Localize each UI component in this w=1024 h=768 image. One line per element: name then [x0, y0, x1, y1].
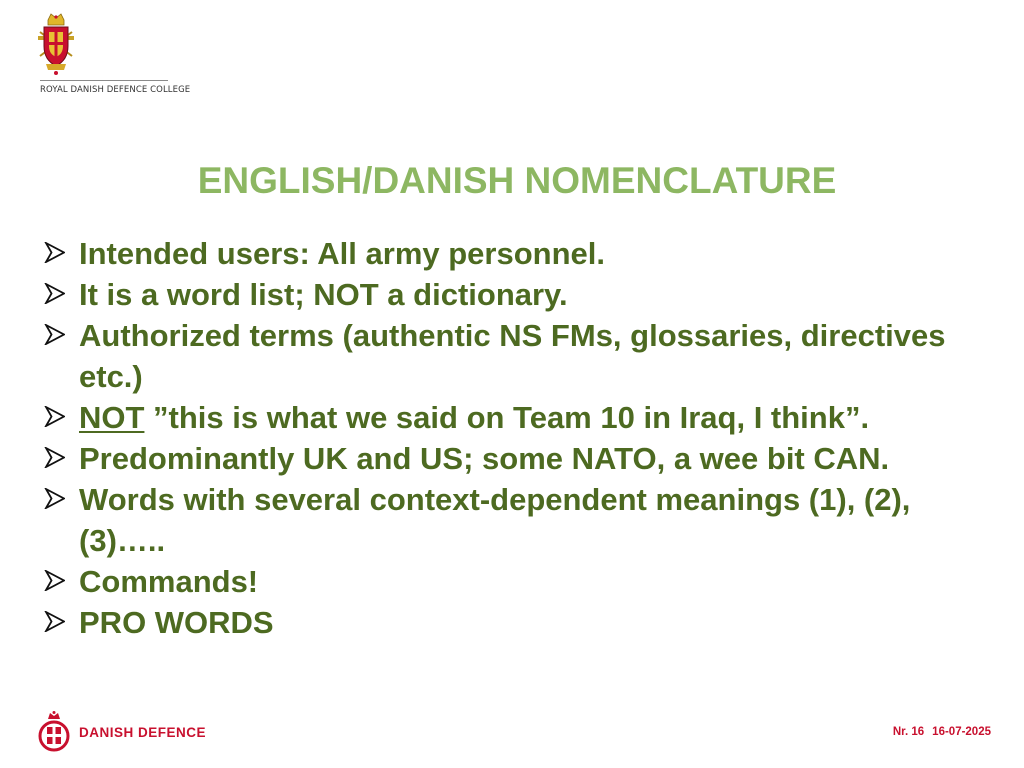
slide-title: ENGLISH/DANISH NOMENCLATURE: [197, 160, 837, 201]
bullet-text: ”this is what we said on Team 10 in Iraq, I think”.: [144, 400, 870, 435]
bullet-item: [44, 315, 1004, 397]
page-number: Nr. 16: [892, 726, 925, 738]
arrow-bullet-icon: [44, 324, 65, 345]
arrow-bullet-icon: [44, 242, 65, 263]
arrow-bullet-icon: [44, 611, 65, 632]
bullet-item: [44, 397, 1004, 438]
footer-brand: DANISH DEFENCE: [79, 725, 207, 740]
bullet-item: [44, 602, 1004, 643]
bullet-item: [44, 561, 1004, 602]
header-divider: [40, 80, 168, 81]
college-name: ROYAL DANISH DEFENCE COLLEGE: [40, 85, 191, 95]
bullet-item: [44, 233, 1004, 274]
bullet-item: [44, 274, 1004, 315]
bullet-text: PRO WORDS: [79, 605, 274, 640]
bullet-text: Commands!: [79, 564, 259, 599]
bullet-text: Predominantly UK and US; some NATO, a wee bit CAN.: [79, 441, 890, 476]
arrow-bullet-icon: [44, 447, 65, 468]
bullet-item: [44, 438, 1004, 479]
bullet-text: Intended users: All army personnel.: [79, 236, 605, 271]
arrow-bullet-icon: [44, 283, 65, 304]
bullet-list: [44, 233, 1004, 643]
danish-defence-emblem-icon: [38, 710, 70, 752]
arrow-bullet-icon: [44, 406, 65, 427]
bullet-item: [44, 479, 1004, 561]
slide-date: 16-07-2025: [932, 726, 991, 738]
arrow-bullet-icon: [44, 488, 65, 509]
bullet-text: It is a word list; NOT a dictionary.: [79, 277, 568, 312]
footer-meta: [893, 726, 991, 738]
bullet-text: Authorized terms (authentic NS FMs, glossaries, directives etc.): [79, 318, 946, 394]
bullet-text: Words with several context-dependent meanings (1), (2), (3)…..: [79, 482, 911, 558]
coat-of-arms-icon: [36, 12, 76, 76]
arrow-bullet-icon: [44, 570, 65, 591]
bullet-emphasis: NOT: [79, 400, 145, 435]
